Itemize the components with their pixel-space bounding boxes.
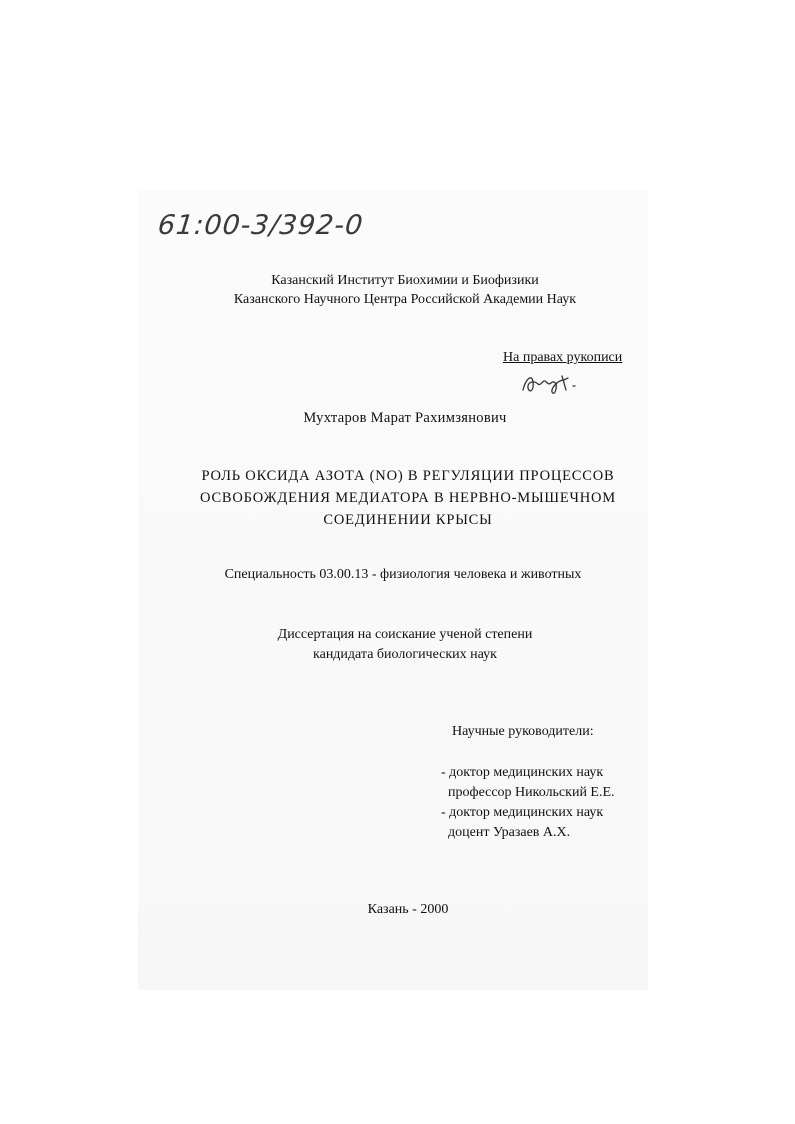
dissertation-line-1: Диссертация на соискание ученой степени — [277, 627, 533, 642]
city-year: Казань - 2000 — [367, 902, 449, 917]
institution-line-1: Казанский Институт Биохимии и Биофизики — [271, 273, 539, 288]
dissertation-title — [168, 465, 648, 531]
title-line-3: СОЕДИНЕНИИ КРЫСЫ — [323, 512, 493, 528]
supervisor-line: - доктор медицинских наук — [441, 765, 604, 780]
supervisor-line: доцент Уразаев А.Х. — [441, 825, 571, 840]
author-name: Мухтаров Марат Рахимзянович — [303, 410, 507, 426]
supervisor-line: - доктор медицинских наук — [441, 805, 604, 820]
scan-background — [138, 190, 648, 990]
institution-line-2: Казанского Научного Центра Российской Академии Наук — [233, 292, 577, 307]
supervisors-list — [441, 763, 615, 843]
title-line-2: ОСВОБОЖДЕНИЯ МЕДИАТОРА В НЕРВНО-МЫШЕЧНОМ — [200, 490, 616, 506]
signature-image — [518, 368, 588, 398]
dissertation-line-2: кандидата биологических наук — [313, 647, 497, 662]
institution-block — [138, 271, 672, 309]
specialty-line: Специальность 03.00.13 - физиология человека и животных — [224, 567, 582, 582]
archive-number-handwritten: 61:00-3/392-0 — [156, 210, 365, 241]
rights-note: На правах рукописи — [503, 350, 623, 365]
supervisor-line: профессор Никольский Е.Е. — [441, 785, 615, 800]
supervisors-heading: Научные руководители: — [452, 724, 594, 739]
title-line-1: РОЛЬ ОКСИДА АЗОТА (NO) В РЕГУЛЯЦИИ ПРОЦЕССОВ — [201, 468, 615, 484]
dissertation-note — [138, 625, 672, 665]
